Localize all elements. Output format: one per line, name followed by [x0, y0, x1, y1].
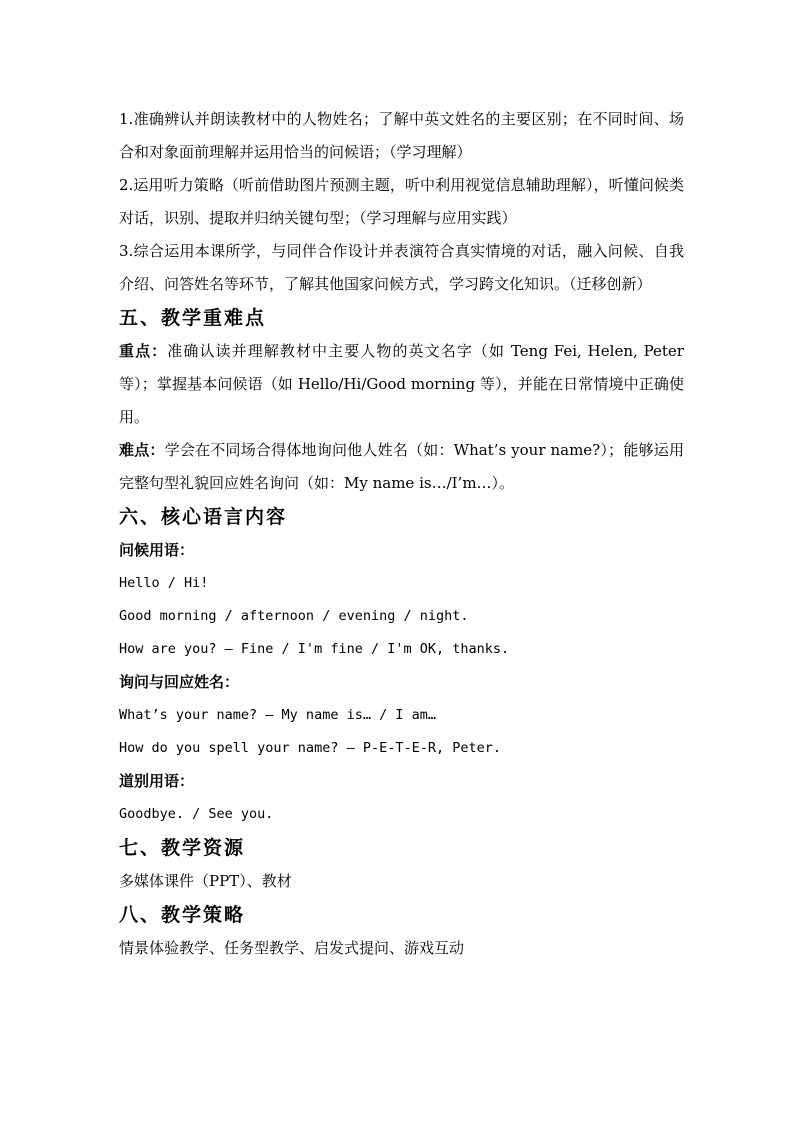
farewell-line: Goodbye. / See you. — [119, 806, 274, 822]
objective-2: 2.运用听力策略（听前借助图片预测主题，听中利用视觉信息辅助理解），听懂问候类对话，识别、提取并归纳关键句型；（学习理解与应用实践） — [119, 176, 684, 227]
key-point — [119, 335, 684, 434]
farewell-label: 道别用语： — [119, 772, 195, 790]
teaching-resources: 多媒体课件（PPT）、教材 — [119, 872, 292, 890]
section-5-heading: 五、教学重难点 — [119, 307, 267, 329]
name-line: How do you spell your name? — P-E-T-E-R, Peter. — [119, 740, 502, 756]
greeting-line: How are you? — Fine / I'm fine / I'm OK, thanks. — [119, 641, 510, 657]
difficult-point-text: 学会在不同场合得体地询问他人姓名（如：What’s your name?）；能够运用完整句型礼貌回应姓名询问（如：My name is…/I’m…）。 — [119, 441, 684, 492]
difficult-point-label: 难点： — [119, 441, 165, 459]
name-line: What’s your name? — My name is… / I am… — [119, 707, 436, 723]
difficult-point — [119, 434, 684, 500]
greeting-label: 问候用语： — [119, 541, 195, 559]
greeting-line: Good morning / afternoon / evening / night. — [119, 608, 469, 624]
objective-3: 3.综合运用本课所学，与同伴合作设计并表演符合真实情境的对话，融入问候、自我介绍、问答姓名等环节，了解其他国家问候方式，学习跨文化知识。（迁移创新） — [119, 242, 684, 293]
key-point-label: 重点： — [119, 342, 168, 360]
teaching-strategies: 情景体验教学、任务型教学、启发式提问、游戏互动 — [119, 939, 465, 957]
key-point-text: 准确认读并理解教材中主要人物的英文名字（如 Teng Fei, Helen, Peter 等）；掌握基本问候语（如 Hello/Hi/Good morning 等），并能在日常情境中正确使用。 — [119, 342, 684, 426]
section-7-heading: 七、教学资源 — [119, 837, 246, 859]
section-6-heading: 六、核心语言内容 — [119, 506, 288, 528]
greeting-line: Hello / Hi! — [119, 575, 209, 591]
name-question-label: 询问与回应姓名： — [119, 673, 240, 691]
objective-1: 1.准确辨认并朗读教材中的人物姓名；了解中英文姓名的主要区别；在不同时间、场合和对象面前理解并运用恰当的问候语；（学习理解） — [119, 110, 684, 161]
section-8-heading: 八、教学策略 — [119, 904, 246, 926]
